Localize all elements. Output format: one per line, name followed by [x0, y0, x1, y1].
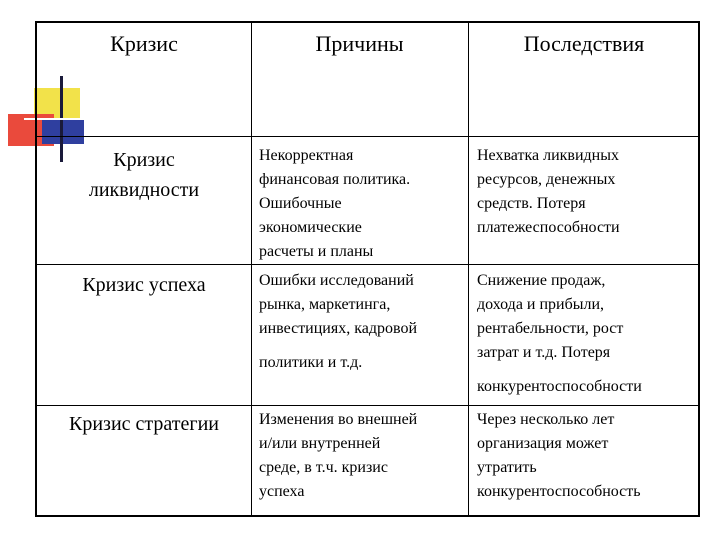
- crisis-table: [35, 21, 700, 517]
- header-crisis: Кризис: [110, 31, 178, 56]
- header-effects: Последствия: [523, 31, 645, 56]
- row2-effects: Снижение продаж, дохода и прибыли, рентабельности, рост затрат и т.д. Потеря: [477, 272, 624, 361]
- row2-causes: Ошибки исследований рынка, маркетинга, инвестициях, кадровой: [259, 272, 418, 337]
- row2-crisis: Кризис успеха: [82, 274, 206, 296]
- table-col-divider: [251, 23, 252, 515]
- row3-crisis: Кризис стратегии: [69, 413, 219, 435]
- row2-effects-cont: конкурентоспособности: [477, 378, 642, 395]
- table-row-divider: [37, 136, 698, 137]
- table-col-divider: [468, 23, 469, 515]
- row3-effects: Через несколько лет организация может утратить конкурентоспособность: [477, 411, 641, 500]
- row3-causes: Изменения во внешней и/или внутренней среде, в т.ч. кризис успеха: [259, 411, 418, 500]
- row2-causes-cont: политики и т.д.: [259, 354, 363, 371]
- header-causes: Причины: [315, 31, 404, 56]
- table-row-divider: [37, 264, 698, 265]
- row1-crisis: Кризис ликвидности: [88, 149, 200, 201]
- row1-effects: Нехватка ликвидных ресурсов, денежных средств. Потеря платежеспособности: [477, 147, 620, 236]
- row1-causes: Некорректная финансовая политика. Ошибочные экономические расчеты и планы: [259, 147, 411, 260]
- table-row-divider: [37, 405, 698, 406]
